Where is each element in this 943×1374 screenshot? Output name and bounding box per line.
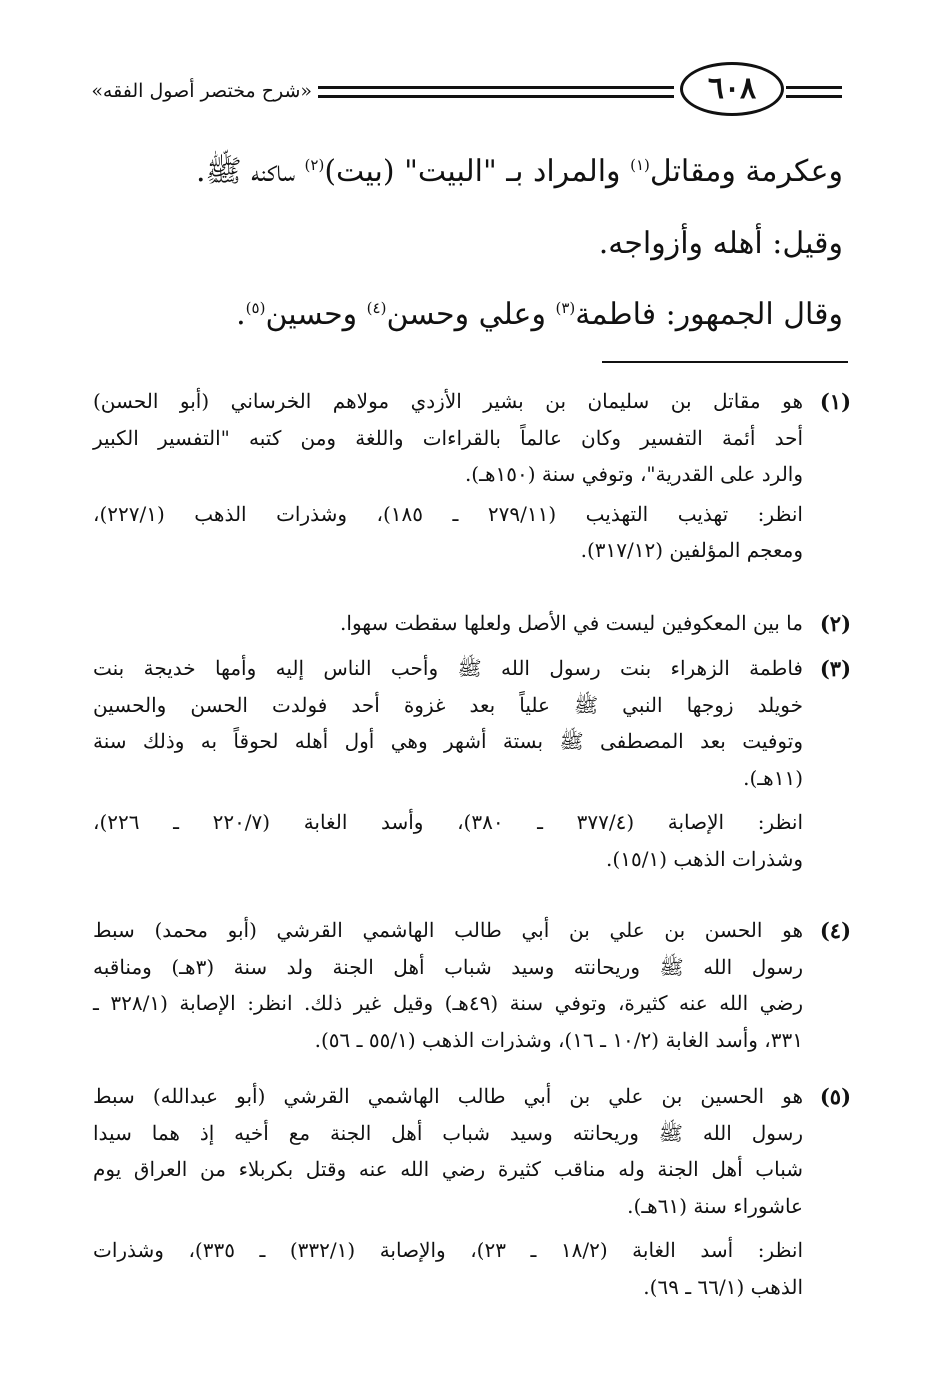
header-rule-right bbox=[786, 86, 842, 89]
reference-line: ومعجم المؤلفين (٣١٧/١٢). bbox=[580, 538, 803, 562]
main-line-1 bbox=[196, 150, 843, 194]
footnote-line: رضي الله عنه كثيرة، وتوفي سنة (٤٩هـ) وقيل غير ذلك. انظر: الإصابة (٣٢٨/١ ـ bbox=[93, 991, 803, 1015]
header-rule-left-lower bbox=[318, 95, 674, 98]
footnote-ref-5[interactable]: (٥) bbox=[245, 299, 266, 317]
footnote-line: والرد على القدرية"، وتوفي سنة (١٥٠هـ). bbox=[464, 462, 803, 486]
footnote-separator bbox=[602, 361, 848, 363]
footnote-line: ما بين المعكوفين ليست في الأصل ولعلها سقطت سهوا. bbox=[340, 611, 803, 635]
main-line-3-part-d: . bbox=[236, 297, 246, 332]
footnote-line: رسول الله ﷺ وريحانته وسيد شباب أهل الجنة ولد سنة (٣هـ) ومناقبه bbox=[93, 954, 803, 979]
header-rule-right-lower bbox=[786, 95, 842, 98]
footnote-line: أحد أئمة التفسير وكان عالماً بالقراءات واللغة ومن كتبه "التفسير الكبير bbox=[93, 425, 803, 450]
footnote-line: (١١هـ). bbox=[743, 765, 803, 790]
footnote-body bbox=[93, 1078, 803, 1305]
footnote-number: (١) bbox=[819, 389, 851, 414]
footnote-body bbox=[93, 605, 803, 642]
reference-line: انظر: تهذيب التهذيب (٢٧٩/١١ ـ ١٨٥)، وشذرات الذهب (٢٢٧/١)، bbox=[93, 501, 803, 526]
footnote-ref-3[interactable]: (٣) bbox=[555, 299, 576, 317]
footnote-line: شباب أهل الجنة وله مناقب كثيرة رضي الله عنه وقتل بكربلاء من العراق يوم bbox=[93, 1157, 804, 1181]
footnote-references bbox=[93, 1232, 803, 1305]
footnote-number: (٢) bbox=[819, 611, 851, 636]
footnote-line: هو مقاتل بن سليمان بن بشير الأزدي مولاهم الخرساني (أبو الحسن) bbox=[93, 389, 803, 413]
reference-line: وشذرات الذهب (١٥/١). bbox=[606, 846, 803, 871]
main-line-3-part-c: وحسين bbox=[265, 297, 367, 332]
main-line-3-part-a: وقال الجمهور: فاطمة bbox=[575, 297, 843, 332]
main-line-2: وقيل: أهله وأزواجه. bbox=[598, 226, 843, 261]
footnote-number: (٥) bbox=[819, 1084, 851, 1109]
main-line-3 bbox=[236, 293, 843, 337]
footnote-ref-2[interactable]: (٢) bbox=[304, 156, 325, 174]
main-line-1-part-a: وعكرمة ومقاتل bbox=[649, 154, 843, 189]
main-line-3-part-b: وعلي وحسن bbox=[386, 297, 556, 332]
footnote-line: عاشوراء سنة (٦١هـ). bbox=[627, 1193, 803, 1218]
footnote-ref-4[interactable]: (٤) bbox=[366, 299, 387, 317]
footnote-line: ٣٣١، وأسد الغابة (١٠/٢ ـ ١٦)، وشذرات الذهب (٥٥/١ ـ ٥٦). bbox=[314, 1027, 803, 1052]
footnote-ref-1[interactable]: (١) bbox=[630, 156, 650, 174]
footnote-line: فاطمة الزهراء بنت رسول الله ﷺ وأحب الناس إليه وأمها خديجة بنت bbox=[93, 656, 803, 680]
footnote-number: (٣) bbox=[819, 656, 851, 681]
reference-line: انظر: أسد الغابة (١٨/٢ ـ ٢٣)، والإصابة (٣٣٢/١) ـ ٣٣٥)، وشذرات bbox=[93, 1238, 803, 1262]
page-number-badge bbox=[680, 62, 784, 116]
main-line-1-part-c: ساكنه ﷺ. bbox=[195, 154, 305, 189]
footnote-body bbox=[93, 650, 803, 877]
footnote-body bbox=[93, 383, 803, 569]
footnote-line: خويلد زوجها النبي ﷺ علياً بعد غزوة أحد فولدت الحسن والحسين bbox=[93, 692, 803, 717]
footnote-line: رسول الله ﷺ وريحانته وسيد شباب أهل الجنة مع أخيه إذ هما سيدا bbox=[93, 1120, 803, 1145]
reference-line: انظر: الإصابة (٣٧٧/٤ ـ ٣٨٠)، وأسد الغابة (٢٢٠/٧ ـ ٢٢٦)، bbox=[93, 810, 804, 834]
footnote-number: (٤) bbox=[819, 918, 851, 943]
footnote-line: وتوفيت بعد المصطفى ﷺ بستة أشهر وهي أول أهله لحوقاً به وذلك سنة bbox=[93, 729, 803, 753]
footnote-body bbox=[93, 912, 803, 1058]
running-header-title: «شرح مختصر أصول الفقه» bbox=[91, 80, 312, 102]
footnote-line: هو الحسين بن علي بن أبي طالب الهاشمي القرشي (أبو عبدالله) سبط bbox=[93, 1084, 803, 1108]
footnote-references bbox=[93, 804, 803, 877]
page-number: ٦٠٨ bbox=[707, 71, 757, 106]
footnote-line: هو الحسن بن علي بن أبي طالب الهاشمي القرشي (أبو محمد) سبط bbox=[93, 918, 803, 942]
reference-line: الذهب (٦٦/١ ـ ٦٩). bbox=[643, 1274, 803, 1299]
header-rule-left bbox=[318, 86, 674, 89]
footnote-references bbox=[93, 496, 803, 569]
main-line-1-part-b: والمراد بـ "البيت" (بيت) bbox=[324, 154, 631, 189]
